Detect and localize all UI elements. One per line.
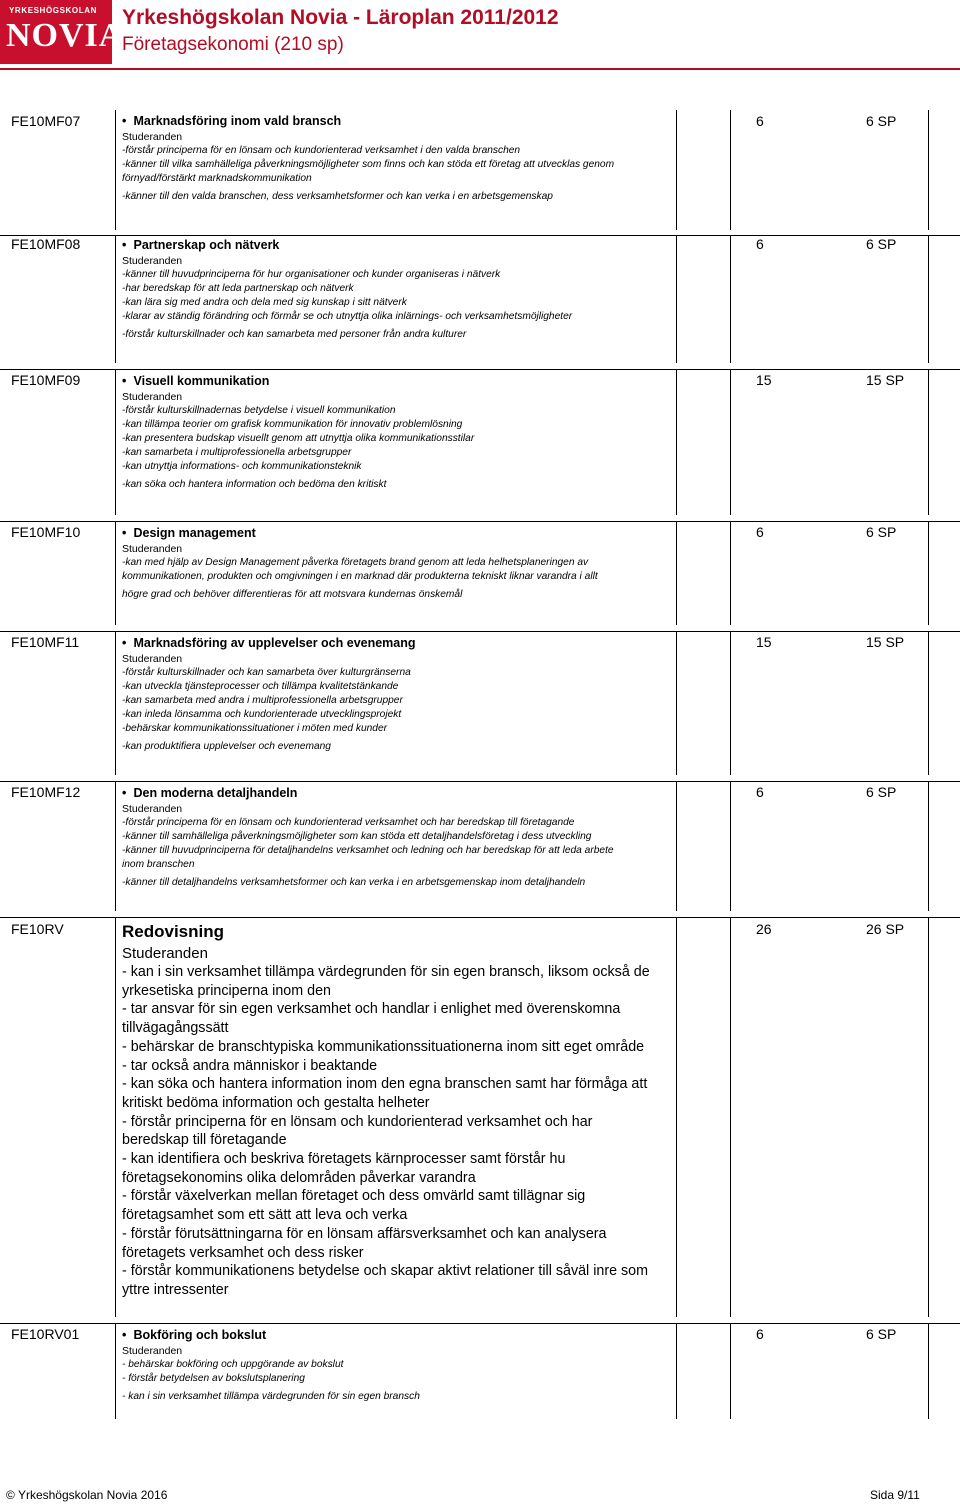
- outcome-line: -förstår principerna för en lönsam och kundorienterad verksamhet i den valda branschen: [122, 145, 521, 156]
- bullet-icon: •: [122, 786, 127, 800]
- outcome-line-last: högre grad och behöver differentieras för att motsvara kundernas önskemål: [122, 589, 463, 600]
- outcome-line: tillvägagångssätt: [122, 1020, 229, 1037]
- outcome-line: kommunikationen, produkten och omgivningen i en marknad där produkterna tekniskt liknar varandra i allt: [122, 571, 598, 582]
- course-code: FE10MF07: [11, 113, 81, 129]
- column-divider: [730, 1323, 731, 1419]
- studeranden-label: Studeranden: [122, 1345, 183, 1357]
- outcome-line: företagsekonomins olika delområden påverkar varandra: [122, 1169, 476, 1186]
- outcome-line-last: -kan söka och hantera information och bedöma den kritiskt: [122, 479, 387, 490]
- outcome-line: kritiskt bedöma information och gestalta helheter: [122, 1094, 430, 1111]
- course-code: FE10MF11: [11, 634, 80, 650]
- outcome-line: - kan identifiera och beskriva företagets kärnprocesser samt förstår hu: [122, 1151, 566, 1168]
- column-divider: [115, 521, 116, 625]
- outcome-line: - tar ansvar för sin egen verksamhet och handlar i enlighet med överenskomna: [122, 1001, 621, 1018]
- column-divider: [730, 235, 731, 363]
- credits-sp: 15 SP: [866, 372, 905, 388]
- course-title: [122, 635, 672, 651]
- outcome-line: - förstår principerna för en lönsam och kundorienterad verksamhet och har: [122, 1113, 593, 1130]
- course-title: [122, 525, 672, 541]
- column-divider: [676, 369, 677, 515]
- bullet-icon: •: [122, 374, 127, 388]
- novia-logo: [0, 0, 125, 64]
- outcome-line: - förstår växelverkan mellan företaget och dess omvärld samt tillägnar sig: [122, 1188, 586, 1205]
- header-rule: [0, 68, 960, 70]
- column-divider: [730, 917, 731, 1317]
- course-content: [122, 921, 672, 1300]
- course-outcomes: [122, 268, 672, 324]
- course-outcomes: [122, 816, 672, 872]
- footer-page-number: Sida 9/11: [870, 1488, 920, 1502]
- outcome-line: - behärskar de branschtypiska kommunikationssituationerna inom sitt eget område: [122, 1038, 645, 1055]
- course-content: [122, 1327, 672, 1404]
- outcome-line: - kan i sin verksamhet tillämpa värdegrunden för sin egen bransch, liksom också de: [122, 964, 650, 980]
- studeranden-label: Studeranden: [122, 653, 183, 665]
- course-code: FE10RV: [11, 921, 64, 937]
- outcome-line: yttre intressenter: [122, 1281, 229, 1298]
- bullet-icon: •: [122, 238, 127, 252]
- column-divider: [115, 235, 116, 363]
- course-title-text: Den moderna detaljhandeln: [133, 786, 298, 800]
- course-outcomes: [122, 666, 672, 736]
- column-divider: [115, 631, 116, 775]
- course-content: [122, 373, 672, 492]
- outcome-line: -har beredskap för att leda partnerskap och nätverk: [122, 283, 354, 294]
- page-header: [0, 0, 960, 64]
- course-code: FE10MF09: [11, 372, 81, 388]
- outcome-line: -behärskar kommunikationssituationer i möten med kunder: [122, 723, 387, 734]
- page-subtitle: Företagsekonomi (210 sp): [122, 34, 344, 55]
- column-divider: [676, 1323, 677, 1419]
- outcome-line: - behärskar bokföring och uppgörande av bokslut: [122, 1359, 344, 1370]
- column-divider: [730, 110, 731, 230]
- credits-number: 15: [756, 634, 772, 650]
- outcome-line-last: -kan produktifiera upplevelser och evenemang: [122, 741, 331, 752]
- outcome-line: -känner till huvudprinciperna för hur organisationer och kunder organiseras i nätverk: [122, 269, 501, 280]
- outcome-line-last: -känner till detaljhandelns verksamhetsformer och kan verka i en arbetsgemenskap inom detaljhandeln: [122, 877, 586, 888]
- footer-copyright: © Yrkeshögskolan Novia 2016: [6, 1488, 168, 1502]
- column-divider: [928, 781, 929, 911]
- course-title-text: Redovisning: [122, 922, 225, 941]
- logo-small-text: YRKESHÖGSKOLAN: [9, 6, 97, 15]
- credits-sp: 6 SP: [866, 113, 897, 129]
- course-title-text: Visuell kommunikation: [133, 374, 270, 388]
- outcome-line-last: - kan i sin verksamhet tillämpa värdegrunden för sin egen bransch: [122, 1391, 420, 1402]
- credits-number: 6: [756, 784, 764, 800]
- credits-number: 6: [756, 113, 764, 129]
- credits-number: 6: [756, 1326, 764, 1342]
- outcome-line: -kan samarbeta med andra i multiprofessionella arbetsgrupper: [122, 695, 403, 706]
- bullet-icon: •: [122, 526, 127, 540]
- course-title-text: Design management: [133, 526, 256, 540]
- credits-number: 26: [756, 921, 772, 937]
- credits-sp: 6 SP: [866, 1326, 897, 1342]
- credits-sp: 6 SP: [866, 784, 897, 800]
- outcome-line: - förstår kommunikationens betydelse och skapar aktivt relationer till såväl inre som: [122, 1263, 649, 1280]
- credits-sp: 6 SP: [866, 236, 897, 252]
- course-title: [122, 113, 672, 129]
- course-row: [0, 1323, 960, 1419]
- credits-number: 6: [756, 524, 764, 540]
- credits-number: 6: [756, 236, 764, 252]
- column-divider: [676, 631, 677, 775]
- course-outcomes: [122, 556, 672, 584]
- row-divider: [0, 631, 960, 632]
- column-divider: [115, 1323, 116, 1419]
- outcome-line: -kan med hjälp av Design Management påverka företagets brand genom att leda helhetsplaneringen av: [122, 557, 589, 568]
- studeranden-label: Studeranden: [122, 803, 183, 815]
- outcome-line: beredskap till företagande: [122, 1132, 287, 1149]
- course-content: [122, 635, 672, 754]
- column-divider: [115, 917, 116, 1317]
- course-code: FE10MF12: [11, 784, 81, 800]
- studeranden-label: Studeranden: [122, 255, 183, 267]
- outcome-line: -kan utveckla tjänsteprocesser och tillämpa kvalitetstänkande: [122, 681, 399, 692]
- studeranden-label: Studeranden: [122, 543, 183, 555]
- column-divider: [928, 235, 929, 363]
- bullet-icon: •: [122, 114, 127, 128]
- course-row: [0, 917, 960, 1317]
- credits-sp: 15 SP: [866, 634, 905, 650]
- course-row: [0, 369, 960, 515]
- outcome-line: -förstår principerna för en lönsam och kundorienterad verksamhet och har beredskap till företagande: [122, 817, 575, 828]
- outcome-line: -kan utnyttja informations- och kommunikationsteknik: [122, 461, 362, 472]
- course-title-text: Bokföring och bokslut: [133, 1328, 267, 1342]
- course-outcomes: [122, 144, 672, 186]
- course-outcomes: [122, 963, 672, 1300]
- page-title: Yrkeshögskolan Novia - Läroplan 2011/2012: [122, 6, 559, 29]
- outcome-line: - kan söka och hantera information inom den egna branschen samt har förmåga att: [122, 1076, 648, 1093]
- credits-number: 15: [756, 372, 772, 388]
- bullet-icon: •: [122, 636, 127, 650]
- column-divider: [730, 521, 731, 625]
- studeranden-label: Studeranden: [122, 391, 183, 403]
- column-divider: [928, 521, 929, 625]
- bullet-icon: •: [122, 1328, 127, 1342]
- row-divider: [0, 917, 960, 918]
- studeranden-label: Studeranden: [122, 945, 208, 962]
- outcome-line: - förstår förutsättningarna för en lönsam affärsverksamhet och kan analysera: [122, 1225, 607, 1242]
- course-title-text: Partnerskap och nätverk: [133, 238, 280, 252]
- column-divider: [676, 917, 677, 1317]
- column-divider: [730, 781, 731, 911]
- studeranden-label: Studeranden: [122, 131, 183, 143]
- column-divider: [928, 1323, 929, 1419]
- course-row: [0, 521, 960, 625]
- course-title: [122, 1327, 672, 1343]
- column-divider: [928, 917, 929, 1317]
- course-code: FE10MF10: [11, 524, 81, 540]
- outcome-line: - förstår betydelsen av bokslutsplanering: [122, 1373, 305, 1384]
- outcome-line-last: -känner till den valda branschen, dess verksamhetsformer och kan verka i en arbetsgemenskap: [122, 191, 553, 202]
- logo-big-text: NOVIA: [6, 17, 125, 54]
- course-row: [0, 110, 960, 230]
- outcome-line: förnyad/förstärkt marknadskommunikation: [122, 173, 312, 184]
- outcome-line: -känner till huvudprinciperna för detaljhandelns verksamhet och ledning och har beredskap för att leda arbete: [122, 845, 614, 856]
- course-title-text: Marknadsföring inom vald bransch: [133, 114, 342, 128]
- course-title-text: Marknadsföring av upplevelser och evenemang: [133, 636, 416, 650]
- course-outcomes: [122, 404, 672, 474]
- outcome-line: -förstår kulturskillnader och kan samarbeta över kulturgränserna: [122, 667, 411, 678]
- outcome-line: -kan tillämpa teorier om grafisk kommunikation för innovativ problemlösning: [122, 419, 463, 430]
- outcome-line: inom branschen: [122, 859, 195, 870]
- row-divider: [0, 1323, 960, 1324]
- course-title: [122, 237, 672, 253]
- course-content: [122, 525, 672, 602]
- course-title: [122, 785, 672, 801]
- outcome-line: -kan samarbeta i multiprofessionella arbetsgrupper: [122, 447, 352, 458]
- course-outcomes: [122, 1358, 672, 1386]
- column-divider: [730, 631, 731, 775]
- outcome-line-last: -förstår kulturskillnader och kan samarbeta med personer från andra kulturer: [122, 329, 467, 340]
- credits-sp: 26 SP: [866, 921, 905, 937]
- outcome-line: -kan lära sig med andra och dela med sig kunskap i sitt nätverk: [122, 297, 407, 308]
- column-divider: [676, 521, 677, 625]
- column-divider: [676, 110, 677, 230]
- column-divider: [928, 631, 929, 775]
- course-code: FE10RV01: [11, 1326, 80, 1342]
- course-row: [0, 781, 960, 911]
- course-title: [122, 921, 672, 943]
- course-row: [0, 235, 960, 363]
- course-content: [122, 785, 672, 890]
- column-divider: [928, 369, 929, 515]
- credits-sp: 6 SP: [866, 524, 897, 540]
- row-divider: [0, 235, 960, 236]
- outcome-line: -klarar av ständig förändring och förmår se och utnyttja olika inlärnings- och verksamhetsmöjligheter: [122, 311, 573, 322]
- course-content: [122, 113, 672, 204]
- column-divider: [676, 235, 677, 363]
- course-row: [0, 631, 960, 775]
- outcome-line: - tar också andra människor i beaktande: [122, 1057, 378, 1074]
- column-divider: [730, 369, 731, 515]
- column-divider: [115, 369, 116, 515]
- column-divider: [115, 110, 116, 230]
- row-divider: [0, 521, 960, 522]
- course-title: [122, 373, 672, 389]
- outcome-line: -känner till vilka samhälleliga påverkningsmöjligheter som finns och kan stöda ett företag att utvecklas genom: [122, 159, 615, 170]
- outcome-line: företagsamhet som ett sätt att leva och verka: [122, 1207, 408, 1224]
- course-content: [122, 237, 672, 342]
- column-divider: [928, 110, 929, 230]
- outcome-line: företagets verksamhet och dess risker: [122, 1244, 364, 1261]
- column-divider: [115, 781, 116, 911]
- row-divider: [0, 369, 960, 370]
- outcome-line: yrkesetiska principerna inom den: [122, 982, 331, 999]
- outcome-line: -känner till samhälleliga påverkningsmöjligheter som kan stöda ett detaljhandelsföretag i dess utveckling: [122, 831, 592, 842]
- outcome-line: -kan presentera budskap visuellt genom att utnyttja olika kommunikationsstilar: [122, 433, 475, 444]
- course-code: FE10MF08: [11, 236, 81, 252]
- column-divider: [676, 781, 677, 911]
- outcome-line: -kan inleda lönsamma och kundorienterade utvecklingsprojekt: [122, 709, 402, 720]
- outcome-line: -förstår kulturskillnadernas betydelse i visuell kommunikation: [122, 405, 396, 416]
- row-divider: [0, 781, 960, 782]
